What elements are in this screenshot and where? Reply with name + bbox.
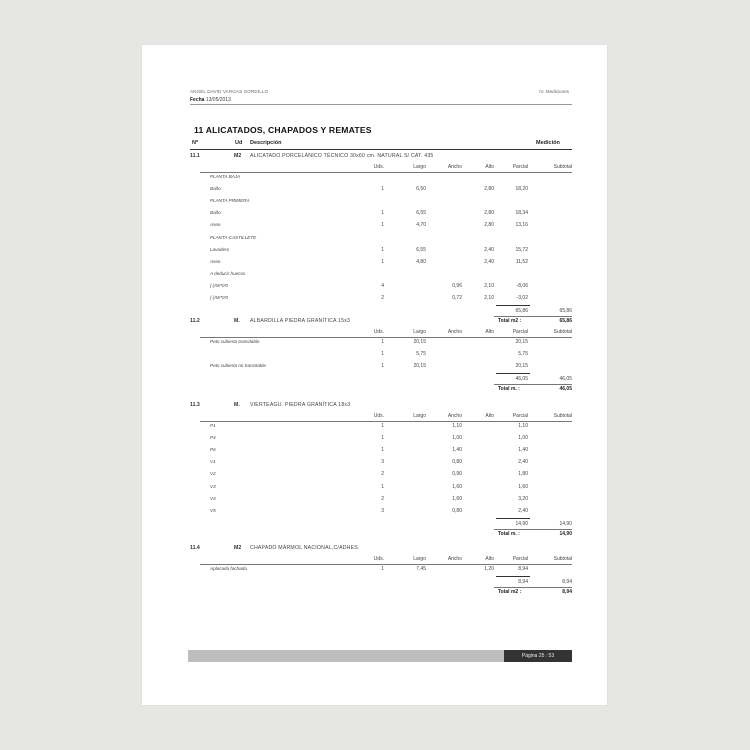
row-largo: 7,45 <box>416 566 426 572</box>
row-uds: 1 <box>381 483 384 490</box>
subheader-divider <box>200 337 572 338</box>
row-label: (-)/W*0'0 <box>210 282 228 288</box>
row-largo: 20,15 <box>413 363 426 370</box>
total-divider <box>494 384 572 385</box>
row-parcial: 3,20 <box>518 495 528 502</box>
subcol-alto: Alto <box>485 164 494 170</box>
total-value: 46,05 <box>559 386 572 393</box>
row-label: Aseo <box>210 222 221 228</box>
row-label: A deducir huecos <box>210 270 246 276</box>
row-uds: 1 <box>381 423 384 429</box>
row-label: PLANTA PRIMERA <box>210 198 250 204</box>
row-label: Peto cubierta transitable <box>210 339 260 344</box>
total-value: 8,94 <box>562 589 572 596</box>
row-label: Baño <box>210 210 221 216</box>
subcol-alto: Alto <box>485 329 494 335</box>
item-unit: M. <box>234 318 240 324</box>
sum-parcial: 8,94 <box>518 579 528 586</box>
item-description: ALBARDILLA PIEDRA GRANÍTICA 15x3 <box>250 318 351 324</box>
item-code: 11.1 <box>190 153 200 159</box>
subcol-uds: Uds. <box>373 556 384 562</box>
row-parcial: 1,60 <box>518 483 528 490</box>
row-uds: 1 <box>381 186 384 193</box>
item-unit: M2 <box>234 153 242 159</box>
row-label: V1 <box>210 459 216 465</box>
row-uds: 1 <box>381 339 384 345</box>
subcol-uds: Uds. <box>373 413 384 419</box>
column-header-divider <box>190 149 572 150</box>
subcol-largo: Largo <box>413 329 426 335</box>
col-medicion: Medición <box>536 140 560 146</box>
row-uds: 1 <box>381 258 384 265</box>
section-title: 11 ALICATADOS, CHAPADOS Y REMATES <box>194 125 372 135</box>
sum-subtotal: 8,94 <box>562 579 572 586</box>
row-alto: 2,80 <box>484 186 494 193</box>
row-label: P4 <box>210 435 216 441</box>
row-uds: 1 <box>381 447 384 454</box>
row-label: PLANTA BAJA <box>210 174 241 179</box>
total-value: 65,86 <box>559 318 572 325</box>
row-alto: 2,40 <box>484 258 494 265</box>
row-largo: 6,55 <box>416 210 426 217</box>
row-uds: 1 <box>381 246 384 253</box>
row-label: Lavadero <box>210 246 230 252</box>
row-alto: 2,80 <box>484 210 494 217</box>
row-label: Baño <box>210 186 221 192</box>
item-unit: M. <box>234 402 240 408</box>
page-number: Página 25 : 53 <box>504 650 572 662</box>
row-parcial: 13,16 <box>515 222 528 229</box>
subcol-subtotal: Subtotal <box>553 413 572 419</box>
sum-parcial: 65,86 <box>515 308 528 315</box>
subcol-largo: Largo <box>413 413 426 419</box>
subcol-alto: Alto <box>485 556 494 562</box>
col-ud: Ud <box>235 140 243 146</box>
row-parcial: 18,34 <box>515 210 528 217</box>
row-ancho: 1,60 <box>452 483 462 490</box>
subcol-uds: Uds. <box>373 164 384 170</box>
row-largo: 20,15 <box>413 339 426 345</box>
header-divider <box>190 104 572 105</box>
row-parcial: -3,02 <box>516 295 528 301</box>
row-label: V3 <box>210 483 216 489</box>
row-label: Aseo <box>210 258 221 264</box>
subcol-subtotal: Subtotal <box>553 329 572 335</box>
row-largo: 4,70 <box>416 222 426 229</box>
subheader-divider <box>200 421 572 422</box>
total-divider <box>494 529 572 530</box>
subheader-divider <box>200 172 572 173</box>
row-label: P6 <box>210 447 216 453</box>
row-label: (-)/W*0'0 <box>210 295 228 300</box>
row-parcial: 5,75 <box>518 351 528 358</box>
total-divider <box>494 587 572 588</box>
subcol-largo: Largo <box>413 556 426 562</box>
subcol-parcial: Parcial <box>512 329 528 335</box>
col-descripcion: Descripción <box>250 140 282 146</box>
row-parcial: 1,80 <box>518 471 528 478</box>
subcol-parcial: Parcial <box>512 556 528 562</box>
row-parcial: 20,15 <box>515 363 528 370</box>
date-label: Fecha <box>190 97 205 103</box>
row-label: P1 <box>210 423 216 428</box>
row-uds: 1 <box>381 222 384 229</box>
doc-type: IV. Mediciones <box>539 89 569 94</box>
subcol-largo: Largo <box>413 164 426 170</box>
row-alto: 2,40 <box>484 246 494 253</box>
row-parcial: 11,52 <box>515 258 528 265</box>
total-value: 14,90 <box>559 530 572 537</box>
row-uds: 3 <box>381 507 384 514</box>
item-description: VIERTEAGU. PIEDRA GRANÍTICA 18x3 <box>250 402 351 408</box>
row-alto: 1,20 <box>484 566 494 572</box>
total-divider <box>494 316 572 317</box>
row-label: Aplacado fachada <box>210 566 247 571</box>
row-ancho: 1,10 <box>452 423 462 429</box>
row-label: Peto cubierta no transitable <box>210 363 266 369</box>
row-ancho: 0,90 <box>452 471 462 478</box>
subheader-divider <box>200 564 572 565</box>
row-uds: 2 <box>381 295 384 301</box>
subcol-ancho: Ancho <box>447 329 462 335</box>
row-parcial: 2,40 <box>518 459 528 466</box>
item-code: 11.4 <box>190 545 200 551</box>
item-description: ALICATADO PORCELÁNICO TÉCNICO 30x60 cm. NATURAL S/ CAT. 435 <box>250 153 434 159</box>
date-value: 13/05/2013 <box>205 97 231 103</box>
row-ancho: 0,80 <box>452 459 462 466</box>
row-label: V2 <box>210 471 216 477</box>
row-ancho: 0,72 <box>452 295 462 301</box>
row-parcial: 2,40 <box>518 507 528 514</box>
row-parcial: 1,10 <box>518 423 528 429</box>
row-parcial: 18,20 <box>515 186 528 193</box>
row-uds: 1 <box>381 210 384 217</box>
subcol-parcial: Parcial <box>512 413 528 419</box>
sum-subtotal: 65,86 <box>559 308 572 315</box>
sum-subtotal: 14,90 <box>559 520 572 527</box>
document-page <box>142 45 607 705</box>
row-alto: 2,10 <box>484 295 494 301</box>
subcol-subtotal: Subtotal <box>553 164 572 170</box>
row-alto: 2,80 <box>484 222 494 229</box>
subcol-ancho: Ancho <box>447 556 462 562</box>
row-parcial: 8,94 <box>518 566 528 572</box>
subcol-alto: Alto <box>485 413 494 419</box>
row-largo: 6,55 <box>416 246 426 253</box>
row-parcial: -8,06 <box>516 282 528 289</box>
row-parcial: 20,15 <box>515 339 528 345</box>
item-code: 11.2 <box>190 318 200 324</box>
row-ancho: 1,40 <box>452 447 462 454</box>
row-uds: 4 <box>381 282 384 289</box>
item-description: CHAPADO MÁRMOL NACIONAL,C/ADHES. <box>250 545 360 551</box>
sum-parcial: 14,90 <box>515 520 528 527</box>
sum-divider <box>496 518 530 519</box>
date-line <box>190 97 231 103</box>
row-uds: 1 <box>381 351 384 358</box>
row-label: V4 <box>210 495 216 501</box>
row-largo: 4,80 <box>416 258 426 265</box>
row-uds: 1 <box>381 435 384 442</box>
sum-divider <box>496 576 530 577</box>
row-largo: 5,75 <box>416 351 426 358</box>
subcol-ancho: Ancho <box>447 164 462 170</box>
subcol-subtotal: Subtotal <box>553 556 572 562</box>
row-ancho: 1,00 <box>452 435 462 442</box>
subcol-uds: Uds. <box>373 329 384 335</box>
row-uds: 3 <box>381 459 384 466</box>
row-ancho: 0,96 <box>452 282 462 289</box>
total-label: Total m. : <box>498 386 520 393</box>
row-uds: 2 <box>381 471 384 478</box>
row-alto: 2,10 <box>484 282 494 289</box>
row-parcial: 15,72 <box>515 246 528 253</box>
col-n: Nº <box>192 140 198 146</box>
row-largo: 6,50 <box>416 186 426 193</box>
row-uds: 1 <box>381 363 384 370</box>
sum-divider <box>496 373 530 374</box>
row-ancho: 0,80 <box>452 507 462 514</box>
row-uds: 2 <box>381 495 384 502</box>
row-parcial: 1,00 <box>518 435 528 442</box>
sum-divider <box>496 305 530 306</box>
row-parcial: 1,40 <box>518 447 528 454</box>
subcol-ancho: Ancho <box>447 413 462 419</box>
sum-subtotal: 46,05 <box>559 376 572 383</box>
row-uds: 1 <box>381 566 384 572</box>
item-unit: M2 <box>234 545 242 551</box>
row-label: V5 <box>210 507 216 513</box>
row-label: PLANTA CASTILLETE <box>210 234 257 240</box>
author-name: ANGEL DAVID VARGAS GORDILLO <box>190 89 269 94</box>
total-label: Total m2 : <box>498 318 522 325</box>
sum-parcial: 46,05 <box>515 376 528 383</box>
total-label: Total m. : <box>498 530 520 537</box>
item-code: 11.3 <box>190 402 200 408</box>
footer-bar <box>188 650 504 662</box>
row-ancho: 1,60 <box>452 495 462 502</box>
subcol-parcial: Parcial <box>512 164 528 170</box>
total-label: Total m2 : <box>498 589 522 596</box>
